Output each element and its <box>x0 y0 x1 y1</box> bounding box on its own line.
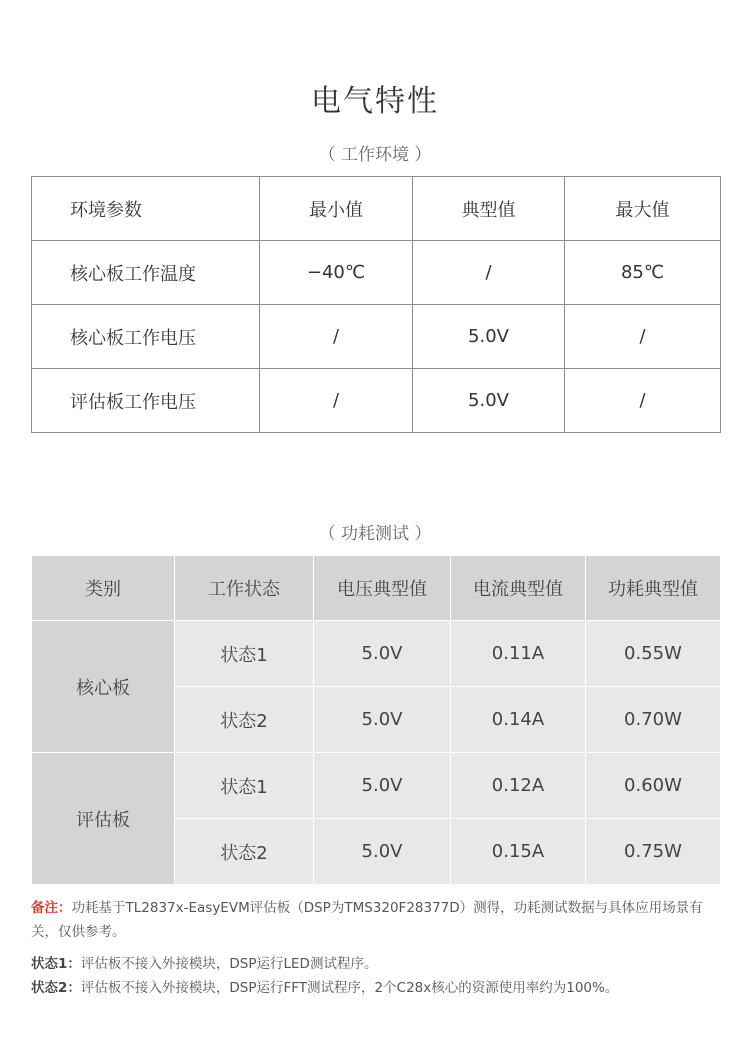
power-cell-voltage: 5.0V <box>314 819 451 885</box>
env-cell-min: −40℃ <box>260 241 413 305</box>
power-row <box>32 753 721 819</box>
power-header-voltage: 电压典型值 <box>314 556 451 621</box>
power-subtitle: （ 功耗测试 ） <box>318 524 432 544</box>
env-cell-typ: 5.0V <box>413 369 565 433</box>
power-cell-power: 0.75W <box>586 819 721 885</box>
state1-label: 状态1： <box>31 956 81 972</box>
power-cell-voltage: 5.0V <box>314 753 451 819</box>
power-header-current: 电流典型值 <box>451 556 586 621</box>
power-cell-state: 状态2 <box>175 819 314 885</box>
power-cell-voltage: 5.0V <box>314 687 451 753</box>
env-header-max: 最大值 <box>565 177 721 241</box>
state2-label: 状态2： <box>31 980 81 996</box>
env-cell-param: 核心板工作温度 <box>32 241 260 305</box>
env-row-core-temp <box>32 241 721 305</box>
power-cell-state: 状态1 <box>175 621 314 687</box>
power-cell-voltage: 5.0V <box>314 621 451 687</box>
power-cell-state: 状态1 <box>175 753 314 819</box>
power-cell-current: 0.12A <box>451 753 586 819</box>
power-cell-power: 0.60W <box>586 753 721 819</box>
power-cell-current: 0.14A <box>451 687 586 753</box>
state2-text: 评估板不接入外接模块，DSP运行FFT测试程序，2个C28x核心的资源使用率约为100%。 <box>80 980 619 996</box>
power-category-evm: 评估板 <box>32 753 175 885</box>
page-title: 电气特性 <box>311 84 439 119</box>
env-cell-max: / <box>565 369 721 433</box>
notes-section <box>31 896 721 1000</box>
power-header-category: 类别 <box>32 556 175 621</box>
env-cell-max: / <box>565 305 721 369</box>
env-subtitle: （ 工作环境 ） <box>318 145 432 165</box>
power-cell-power: 0.55W <box>586 621 721 687</box>
env-cell-param: 评估板工作电压 <box>32 369 260 433</box>
power-row <box>32 621 721 687</box>
state2-note <box>31 976 721 1000</box>
env-cell-typ: 5.0V <box>413 305 565 369</box>
power-cell-current: 0.15A <box>451 819 586 885</box>
state1-note <box>31 952 721 976</box>
env-cell-min: / <box>260 369 413 433</box>
env-row-core-voltage <box>32 305 721 369</box>
remark-label: 备注： <box>31 900 72 916</box>
power-header-state: 工作状态 <box>175 556 314 621</box>
power-header-row <box>32 556 721 621</box>
env-header-min: 最小值 <box>260 177 413 241</box>
env-table <box>31 176 721 433</box>
remark-note <box>31 896 721 944</box>
power-category-core: 核心板 <box>32 621 175 753</box>
env-cell-typ: / <box>413 241 565 305</box>
env-cell-param: 核心板工作电压 <box>32 305 260 369</box>
state1-text: 评估板不接入外接模块，DSP运行LED测试程序。 <box>80 956 378 972</box>
power-cell-state: 状态2 <box>175 687 314 753</box>
env-cell-max: 85℃ <box>565 241 721 305</box>
env-header-row <box>32 177 721 241</box>
env-header-typ: 典型值 <box>413 177 565 241</box>
power-table <box>31 555 721 885</box>
env-row-board-voltage <box>32 369 721 433</box>
env-header-param: 环境参数 <box>32 177 260 241</box>
power-header-power: 功耗典型值 <box>586 556 721 621</box>
power-cell-power: 0.70W <box>586 687 721 753</box>
remark-text: 功耗基于TL2837x-EasyEVM评估板（DSP为TMS320F28377D）测得，功耗测试数据与具体应用场景有关，仅供参考。 <box>31 900 703 940</box>
power-cell-current: 0.11A <box>451 621 586 687</box>
env-cell-min: / <box>260 305 413 369</box>
